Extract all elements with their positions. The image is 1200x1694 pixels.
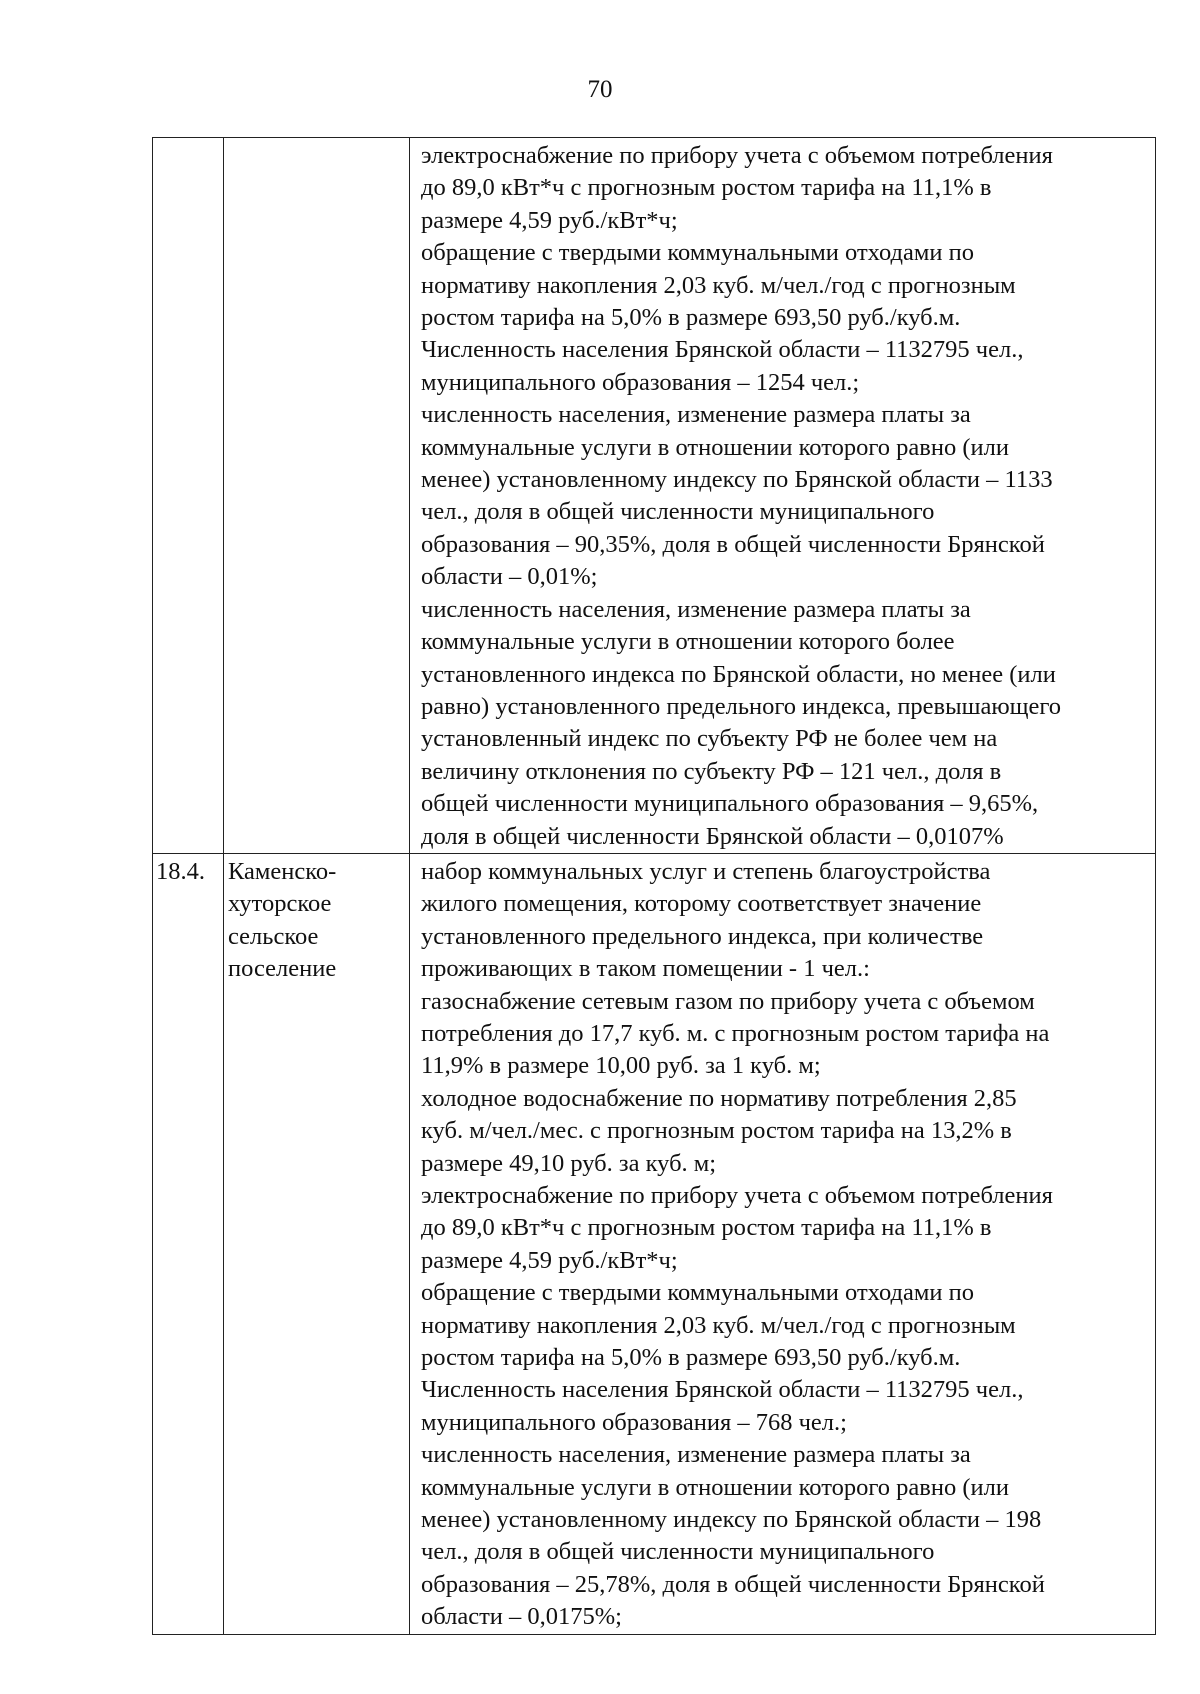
description-line: газоснабжение сетевым газом по прибору учета с объемом	[421, 987, 1035, 1015]
description-line: доля в общей численности Брянской области – 0,0107%	[421, 822, 1004, 850]
description-line: куб. м/чел./мес. с прогнозным ростом тарифа на 13,2% в	[421, 1117, 1012, 1145]
description-line: численность населения, изменение размера платы за	[421, 401, 971, 429]
table-row	[153, 853, 1156, 1634]
description-line: равно) установленного предельного индекса, превышающего	[421, 692, 1062, 720]
description-line: обращение с твердыми коммунальными отходами по	[421, 239, 974, 267]
description-line: менее) установленному индексу по Брянской области – 198	[421, 1506, 1042, 1534]
description-line: проживающих в таком помещении - 1 чел.:	[421, 955, 870, 983]
description-line: коммунальные услуги в отношении которого равно (или	[421, 433, 1009, 461]
description-line: установленный индекс по субъекту РФ не более чем на	[421, 725, 998, 753]
description-line: электроснабжение по прибору учета с объемом потребления	[421, 142, 1053, 169]
description-line: коммунальные услуги в отношении которого равно (или	[421, 1473, 1009, 1501]
description-line: образования – 25,78%, доля в общей численности Брянской	[421, 1570, 1045, 1598]
description-line: потребления до 17,7 куб. м. с прогнозным ростом тарифа на	[421, 1019, 1050, 1047]
description-line: установленного предельного индекса, при количестве	[421, 922, 984, 950]
description-line: величину отклонения по субъекту РФ – 121 чел., доля в	[421, 757, 1002, 785]
description-line: размере 49,10 руб. за куб. м;	[421, 1149, 717, 1177]
description-line: области – 0,01%;	[421, 563, 598, 591]
settlement-name-cell	[224, 138, 410, 854]
description-line: менее) установленному индексу по Брянской области – 1133	[421, 466, 1053, 494]
description-line: установленного индекса по Брянской области, но менее (или	[421, 660, 1056, 688]
settlement-name-cell	[224, 853, 410, 1634]
description-line: численность населения, изменение размера платы за	[421, 595, 971, 623]
description-line: Численность населения Брянской области – 1132795 чел.,	[421, 336, 1024, 364]
description-line: электроснабжение по прибору учета с объемом потребления	[421, 1182, 1053, 1209]
description-line: размере 4,59 руб./кВт*ч;	[421, 1246, 678, 1274]
description-line: ростом тарифа на 5,0% в размере 693,50 руб./куб.м.	[421, 304, 961, 332]
description-line: ростом тарифа на 5,0% в размере 693,50 руб./куб.м.	[421, 1344, 961, 1372]
description-line: области – 0,0175%;	[421, 1603, 622, 1631]
description-line: 11,9% в размере 10,00 руб. за 1 куб. м;	[421, 1052, 821, 1080]
settlement-name-line: Каменско-	[228, 857, 337, 885]
description-line: чел., доля в общей численности муниципального	[421, 498, 935, 526]
description-line: набор коммунальных услуг и степень благоустройства	[421, 857, 991, 885]
description-line: муниципального образования – 1254 чел.;	[421, 368, 860, 396]
settlement-name-line: поселение	[228, 955, 337, 983]
row-number-cell	[153, 853, 224, 1634]
description-cell	[410, 138, 1156, 854]
row-number-cell	[153, 138, 224, 854]
description-line: жилого помещения, которому соответствует значение	[421, 890, 982, 918]
description-line: чел., доля в общей численности муниципального	[421, 1538, 935, 1566]
tariff-table	[152, 137, 1156, 1635]
description-line: общей численности муниципального образования – 9,65%,	[421, 790, 1039, 818]
table-body	[153, 138, 1156, 1635]
description-line: численность населения, изменение размера платы за	[421, 1441, 971, 1469]
description-line: до 89,0 кВт*ч с прогнозным ростом тарифа на 11,1% в	[421, 174, 992, 202]
description-line: нормативу накопления 2,03 куб. м/чел./год с прогнозным	[421, 271, 1016, 299]
table-row	[153, 138, 1156, 854]
description-line: обращение с твердыми коммунальными отходами по	[421, 1279, 974, 1307]
description-line: холодное водоснабжение по нормативу потребления 2,85	[421, 1084, 1017, 1112]
description-line: размере 4,59 руб./кВт*ч;	[421, 206, 678, 234]
description-cell	[410, 853, 1156, 1634]
settlement-name-line: хуторское	[228, 890, 332, 918]
description-line: образования – 90,35%, доля в общей численности Брянской	[421, 530, 1045, 558]
page-number: 70	[587, 76, 613, 103]
description-line: нормативу накопления 2,03 куб. м/чел./год с прогнозным	[421, 1311, 1016, 1339]
description-line: муниципального образования – 768 чел.;	[421, 1408, 847, 1436]
settlement-name-line: сельское	[228, 922, 319, 950]
description-line: Численность населения Брянской области – 1132795 чел.,	[421, 1376, 1024, 1404]
description-line: коммунальные услуги в отношении которого более	[421, 628, 955, 656]
description-line: до 89,0 кВт*ч с прогнозным ростом тарифа на 11,1% в	[421, 1214, 992, 1242]
row-number: 18.4.	[156, 857, 205, 885]
